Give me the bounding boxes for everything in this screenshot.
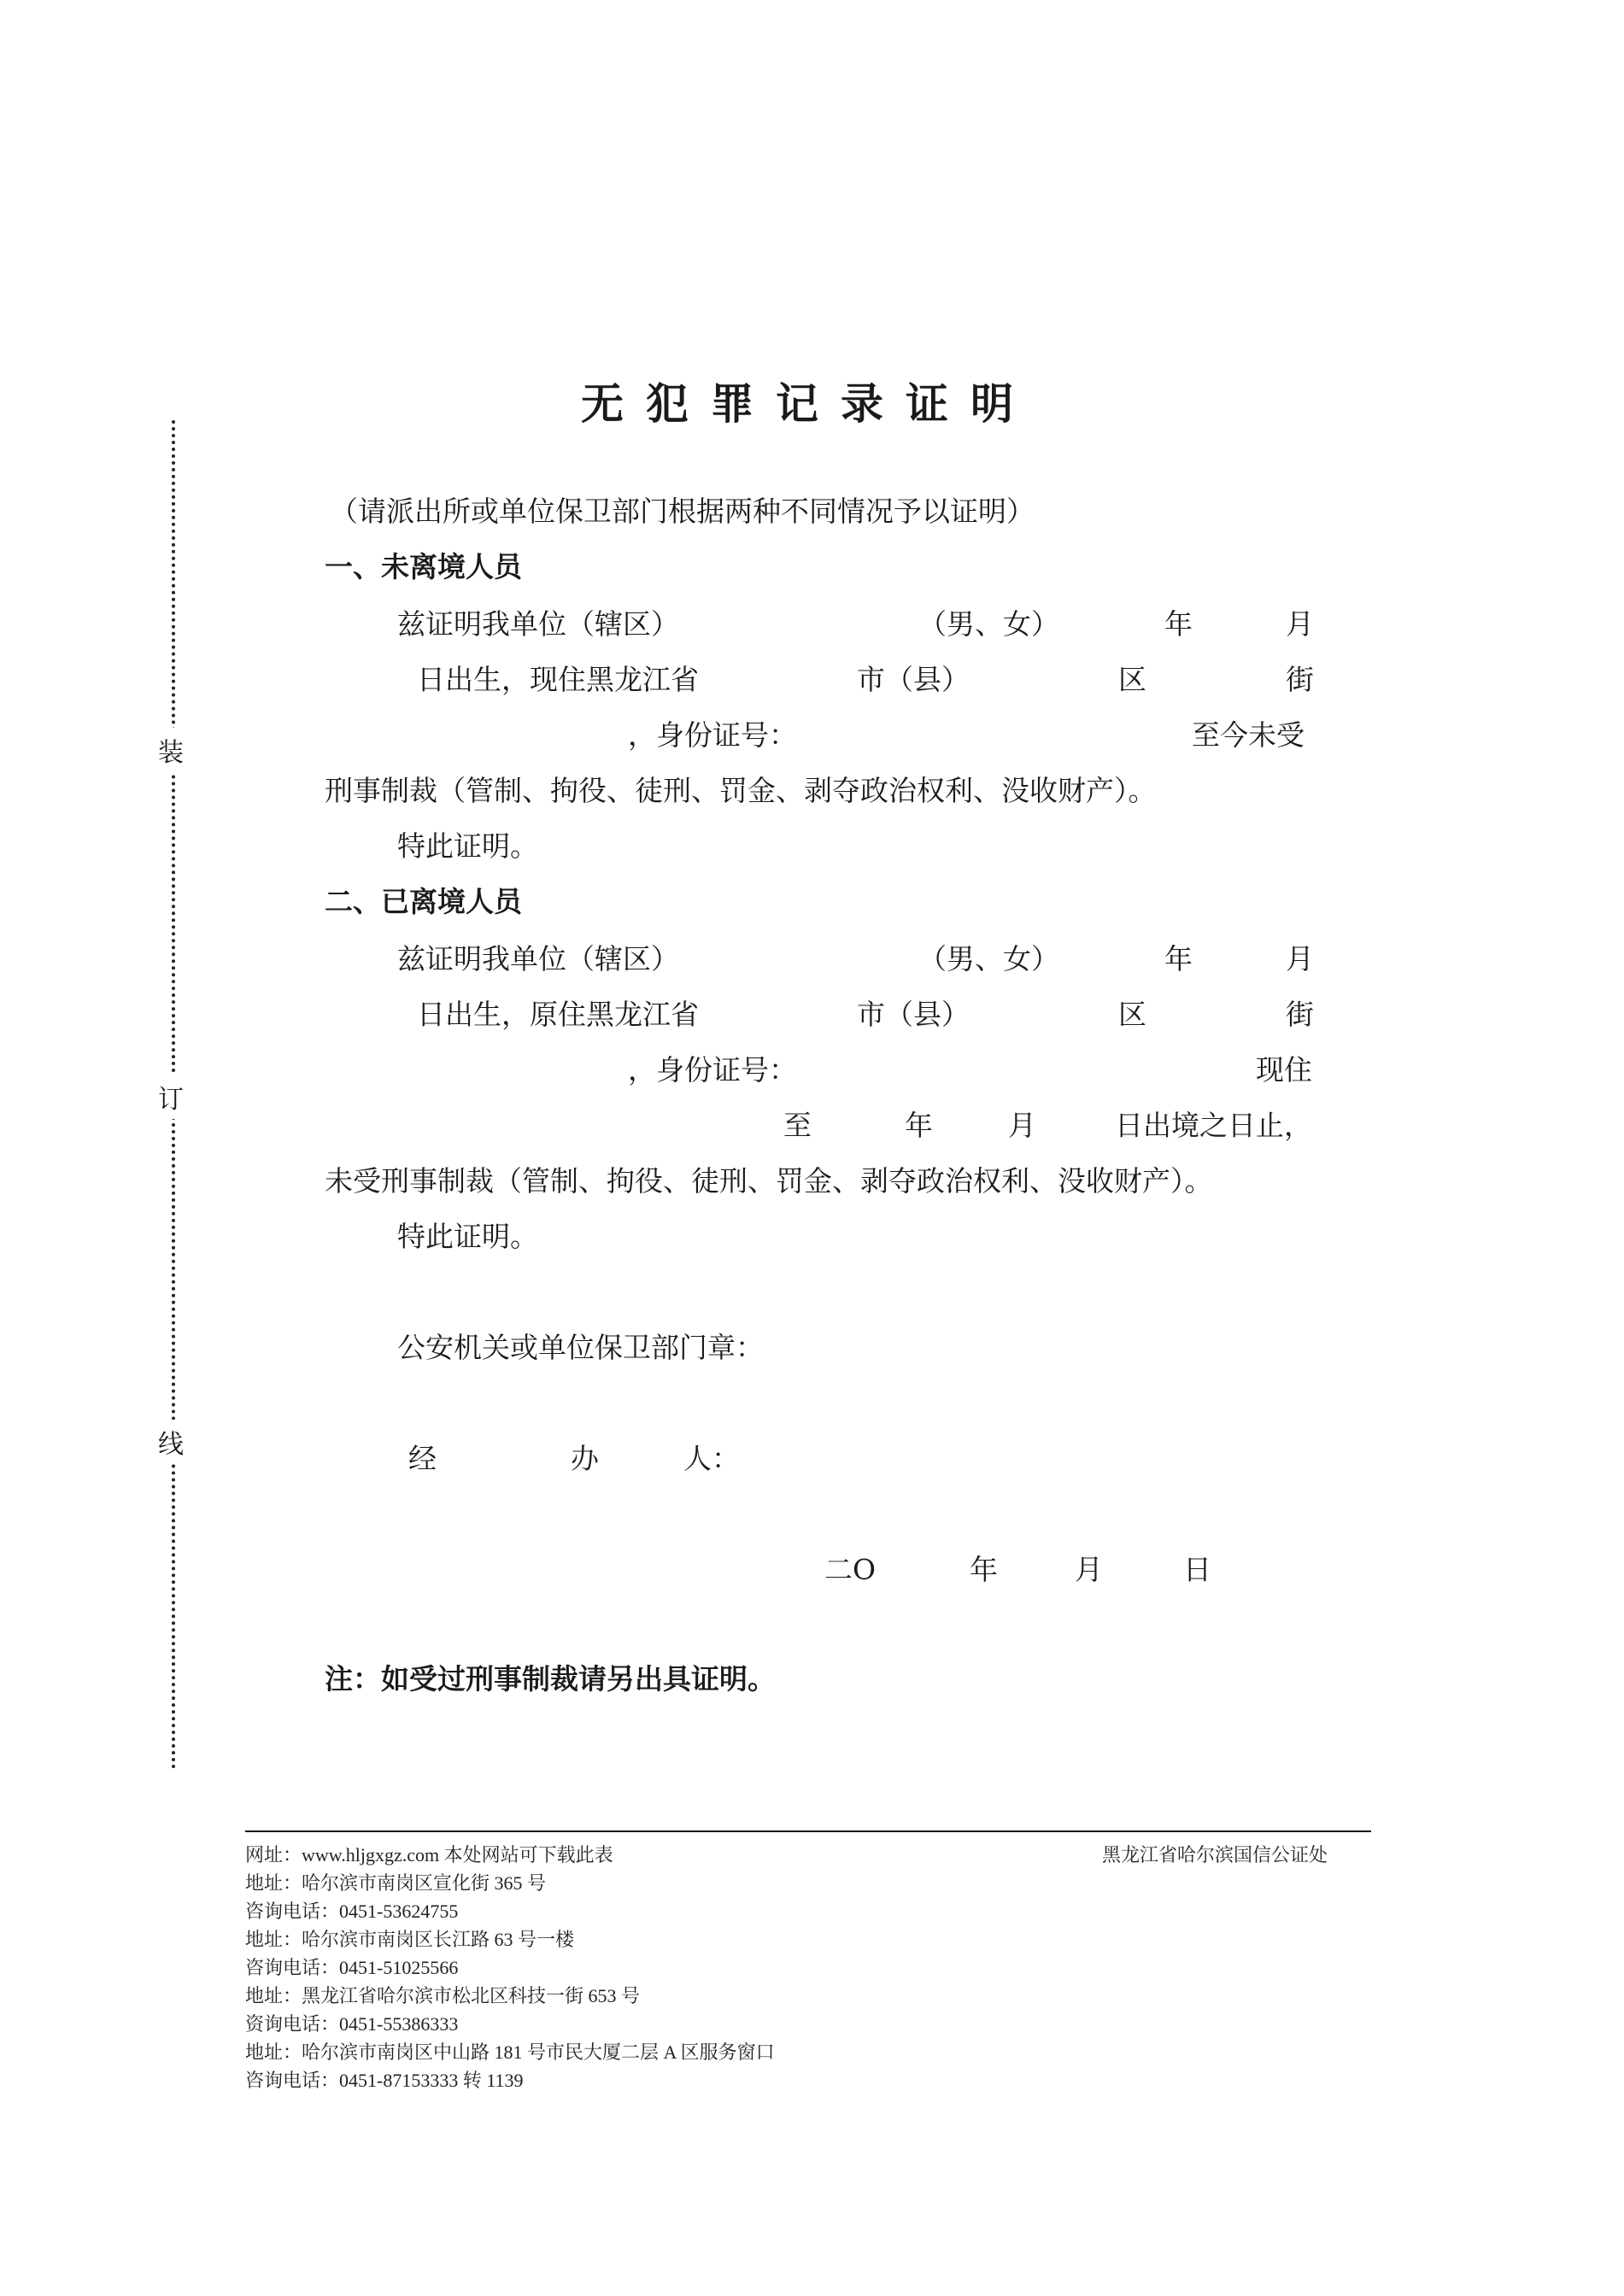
page-subtitle: （请派出所或单位保卫部门根据两种不同情况予以证明）: [330, 495, 1035, 528]
s1-line3-a: ，身份证号：: [628, 718, 797, 752]
s1-line2-b: 市（县）: [857, 663, 970, 696]
handler-char-2: 办: [571, 1442, 599, 1475]
s1-line2-c: 区: [1118, 663, 1146, 696]
s2-line4-b: 年: [905, 1109, 933, 1142]
handler-label: 人：: [683, 1442, 740, 1475]
binding-char-ding: 订: [158, 1075, 184, 1119]
s1-line1-b: （男、女）: [918, 607, 1059, 641]
binding-char-xian: 线: [158, 1420, 184, 1464]
section2-heading: 二、已离境人员: [325, 885, 522, 918]
footer-line-5: 咨询电话：0451-51025566: [245, 1957, 459, 1978]
s2-line3-a: ，身份证号：: [628, 1053, 797, 1086]
date-year: 年: [970, 1553, 998, 1586]
binding-char-zhuang: 装: [158, 728, 184, 772]
s2-line3-b: 现住: [1256, 1053, 1312, 1086]
footer-line-1: 网址：www.hljgxgz.com 本处网站可下载此表: [245, 1844, 613, 1866]
footer-right: 黑龙江省哈尔滨国信公证处: [1102, 1844, 1328, 1866]
s2-line2-b: 市（县）: [857, 998, 970, 1031]
s1-line5: 特此证明。: [397, 829, 538, 863]
s2-line6: 特此证明。: [397, 1220, 538, 1253]
s2-line1-a: 兹证明我单位（辖区）: [397, 942, 679, 975]
footer-line-7: 资询电话：0451-55386333: [245, 2013, 459, 2035]
footer-rule: [245, 1830, 1371, 1832]
s2-line1-b: （男、女）: [918, 942, 1059, 975]
footer-line-8: 地址：哈尔滨市南岗区中山路 181 号市民大厦二层 A 区服务窗口: [245, 2041, 775, 2063]
s2-line2-d: 街: [1286, 998, 1314, 1031]
s2-line2-a: 日出生，原住黑龙江省: [417, 998, 699, 1031]
s1-line1-a: 兹证明我单位（辖区）: [397, 607, 679, 641]
s1-line1-c: 年: [1164, 607, 1193, 641]
footer-line-9: 咨询电话：0451-87153333 转 1139: [245, 2070, 524, 2091]
s2-line1-d: 月: [1286, 942, 1314, 975]
s2-line5: 未受刑事制裁（管制、拘役、徒刑、罚金、剥夺政治权利、没收财产）。: [325, 1164, 1213, 1198]
footer-line-2: 地址：哈尔滨市南岗区宣化街 365 号: [245, 1872, 547, 1894]
date-month: 月: [1075, 1553, 1103, 1586]
footer-line-4: 地址：哈尔滨市南岗区长江路 63 号一楼: [245, 1929, 575, 1950]
s1-line2-a: 日出生，现住黑龙江省: [417, 663, 699, 696]
footer-line-3: 咨询电话：0451-53624755: [245, 1901, 459, 1922]
section1-heading: 一、未离境人员: [325, 550, 522, 583]
s2-line4-d: 日出境之日止，: [1115, 1109, 1312, 1142]
s1-line2-d: 街: [1286, 663, 1314, 696]
s1-line1-d: 月: [1286, 607, 1314, 641]
seal-label: 公安机关或单位保卫部门章：: [397, 1331, 764, 1364]
handler-char-1: 经: [408, 1442, 437, 1475]
footer-line-6: 地址：黑龙江省哈尔滨市松北区科技一街 653 号: [245, 1985, 641, 2006]
date-prefix: 二O: [824, 1553, 876, 1586]
page-title: 无犯罪记录证明: [581, 378, 1035, 429]
s1-line3-b: 至今未受: [1192, 718, 1304, 752]
s2-line1-c: 年: [1164, 942, 1193, 975]
s2-line4-a: 至: [783, 1109, 812, 1142]
s2-line4-c: 月: [1008, 1109, 1036, 1142]
date-day: 日: [1183, 1553, 1211, 1586]
s1-line4: 刑事制裁（管制、拘役、徒刑、罚金、剥夺政治权利、没收财产）。: [325, 774, 1157, 807]
s2-line2-c: 区: [1118, 998, 1146, 1031]
note: 注：如受过刑事制裁请另出具证明。: [325, 1662, 776, 1696]
